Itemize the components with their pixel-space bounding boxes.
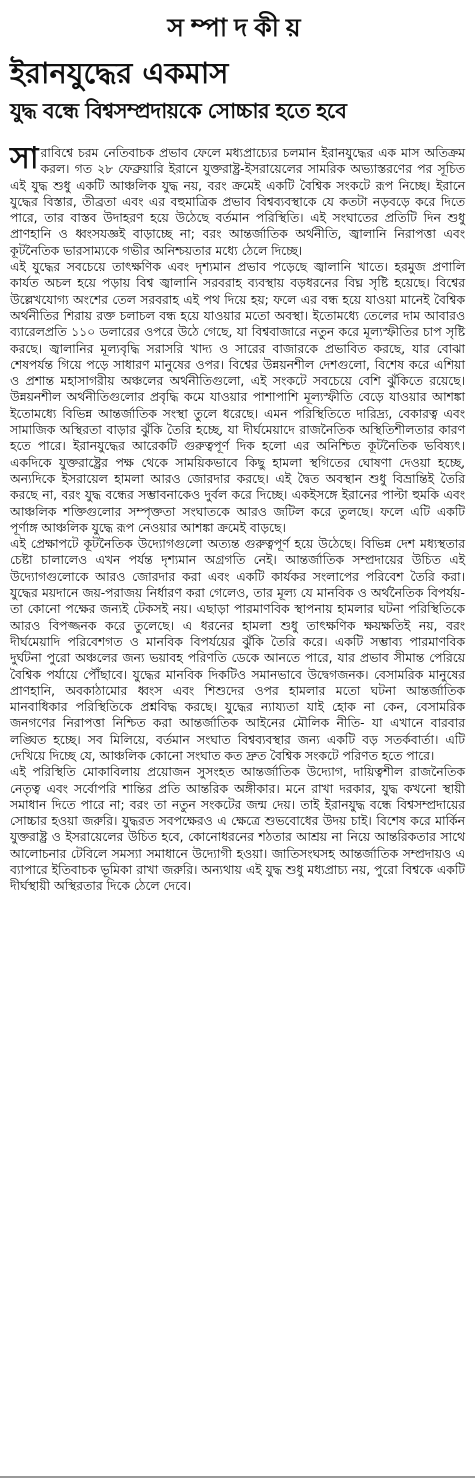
paragraph-2: এই যুদ্ধের সবচেয়ে তাৎক্ষণিক এবং দৃশ্যমান প্রভাব পড়েছে জ্বালানি খাতে। হরমুজ প্রণালি কার্যত অচল হয়ে পড়ায় বিশ্ব জ্বালানি সরবরাহ ব্যবস্থায় বড়ধরনের বিঘ্ন সৃষ্টি হয়েছে। বিশ্বের উল্লেখযোগ্য অংশের তেল সরবরাহ এই পথ দিয়ে হয়; ফলে এর বন্ধ হয়ে যাওয়া মানেই বৈশ্বিক অর্থনীতির শিরায় রক্ত চলাচল বন্ধ হয়ে যাওয়ার মতো অবস্থা। ইতোমধ্যে তেলের দাম আবারও ব্যারেলপ্রতি ১১০ ডলারের ওপরে উঠে গেছে, যা বিশ্ববাজারে নতুন করে মূল্যস্ফীতির চাপ সৃষ্টি করছে। জ্বালানির মূল্যবৃদ্ধি সরাসরি খাদ্য ও সারের বাজারকে প্রভাবিত করছে, যার বোঝা শেষপর্যন্ত গিয়ে পড়ে সাধারণ মানুষের ওপর। বিশ্বের উন্নয়নশীল দেশগুলো, বিশেষ করে এশিয়া ও প্রশান্ত মহাসাগরীয় অঞ্চলের অর্থনীতিগুলো, এই সংকটে সবচেয়ে বেশি ঝুঁকিতে রয়েছে। উন্নয়নশীল অর্থনীতিগুলোর প্রবৃদ্ধি কমে যাওয়ার পাশাপাশি মূল্যস্ফীতি বেড়ে যাওয়ার আশঙ্কা ইতোমধ্যে বিভিন্ন আন্তর্জাতিক সংস্থা তুলে ধরেছে। এমন পরিস্থিতিতে দারিদ্র্য, বেকারত্ব এবং সামাজিক অস্থিরতা বাড়ার ঝুঁকি তৈরি হচ্ছে, যা দীর্ঘমেয়াদে রাজনৈতিক অস্থিতিশীলতার কারণ হতে পারে। ইরানযুদ্ধের আরেকটি গুরুত্বপূর্ণ দিক হলো এর অনিশ্চিত কূটনৈতিক ভবিষ্যৎ। একদিকে যুক্তরাষ্ট্রের পক্ষ থেকে সাময়িকভাবে কিছু হামলা স্থগিতের ঘোষণা দেওয়া হচ্ছে, অন্যদিকে ইসরায়েল হামলা আরও জোরদার করছে। এই দ্বৈত অবস্থান শুধু বিভ্রান্তিই তৈরি করছে না, বরং যুদ্ধ বন্ধের সম্ভাবনাকেও দুর্বল করে দিচ্ছে। একইসঙ্গে ইরানের পাল্টা হুমকি এবং আঞ্চলিক শক্তিগুলোর সম্পৃক্ততা সংঘাতকে আরও জটিল করে তুলছে। ফলে এটি একটি পূর্ণাঙ্গ আঞ্চলিক যুদ্ধে রূপ নেওয়ার আশঙ্কা ক্রমেই বাড়ছে। (10, 260, 465, 535)
bottom-rule (0, 1476, 475, 1478)
dropcap: সা (10, 141, 39, 176)
subheadline: যুদ্ধ বন্ধে বিশ্বসম্প্রদায়কে সোচ্চার হতে হবে (10, 99, 347, 123)
headline: ইরানযুদ্ধের একমাস (10, 56, 229, 90)
article-body (10, 141, 465, 895)
paragraph-3: এই প্রেক্ষাপটে কূটনৈতিক উদ্যোগগুলো অত্যন্ত গুরুত্বপূর্ণ হয়ে উঠেছে। বিভিন্ন দেশ মধ্যস্থতার চেষ্টা চালালেও এখন পর্যন্ত দৃশ্যমান অগ্রগতি নেই। আন্তর্জাতিক সম্প্রদায়ের উচিত এই উদ্যোগগুলোকে আরও জোরদার করা এবং একটি কার্যকর সংলাপের পরিবেশ তৈরি করা। যুদ্ধের ময়দানে জয়-পরাজয় নির্ধারণ করা গেলেও, তার মূল্য যে মানবিক ও অর্থনৈতিক বিপর্যয়- তা কোনো পক্ষের জন্যই টেকসই নয়। এছাড়া পারমাণবিক স্থাপনায় হামলার ঘটনা পরিস্থিতিকে আরও বিপজ্জনক করে তুলেছে। এ ধরনের হামলা শুধু তাৎক্ষণিক ক্ষয়ক্ষতিই নয়, বরং দীর্ঘমেয়াদি পরিবেশগত ও মানবিক বিপর্যয়ের ঝুঁকি তৈরি করে। একটি সম্ভাব্য পারমাণবিক দুর্ঘটনা পুরো অঞ্চলের জন্য ভয়াবহ পরিণতি ডেকে আনতে পারে, যার প্রভাব সীমান্ত পেরিয়ে বৈশ্বিক পর্যায়ে পৌঁছাবে। যুদ্ধের মানবিক দিকটিও সমানভাবে উদ্বেগজনক। বেসামরিক মানুষের প্রাণহানি, অবকাঠামোর ধ্বংস এবং শিশুদের ওপর হামলার মতো ঘটনা আন্তর্জাতিক মানবাধিকার পরিস্থিতিকে প্রশ্নবিদ্ধ করছে। যুদ্ধের ন্যায্যতা যাই হোক না কেন, বেসামরিক জনগণের নিরাপত্তা নিশ্চিত করা আন্তর্জাতিক আইনের মৌলিক নীতি- যা এখানে বারবার লঙ্ঘিত হচ্ছে। সব মিলিয়ে, বর্তমান সংঘাত বিশ্বব্যবস্থার জন্য একটি বড় সতর্কবার্তা। এটি দেখিয়ে দিচ্ছে যে, আঞ্চলিক কোনো সংঘাত কত দ্রুত বৈশ্বিক সংকটে পরিণত হতে পারে। (10, 537, 465, 763)
paragraph-4: এই পরিস্থিতি মোকাবিলায় প্রয়োজন সুসংহত আন্তর্জাতিক উদ্যোগ, দায়িত্বশীল রাজনৈতিক নেতৃত্ব এবং সর্বোপরি শান্তির প্রতি আন্তরিক অঙ্গীকার। মনে রাখা দরকার, যুদ্ধ কখনো স্থায়ী সমাধান দিতে পারে না; বরং তা নতুন সংকটের জন্ম দেয়। তাই ইরানযুদ্ধ বন্ধে বিশ্বসম্প্রদায়ের সোচ্চার হওয়া জরুরি। যুদ্ধরত সবপক্ষেরও এ ক্ষেত্রে শুভবোধের উদয় চাই। বিশেষ করে মার্কিন যুক্তরাষ্ট্র ও ইসরায়েলের উচিত হবে, কোনোধরনের শঠতার আশ্রয় না নিয়ে আন্তরিকতার সাথে আলোচনার টেবিলে সমস্যা সমাধানে উদ্যোগী হওয়া। জাতিসংঘসহ আন্তর্জাতিক সম্প্রদায়ও এ ব্যাপারে ইতিবাচক ভূমিকা রাখা জরুরি। অন্যথায় এই যুদ্ধ শুধু মধ্যপ্রাচ্য নয়, পুরো বিশ্বকে একটি দীর্ঘস্থায়ী অস্থিরতার দিকে ঠেলে দেবে। (10, 765, 465, 894)
paragraph-1-text: রাবিশ্বে চরম নেতিবাচক প্রভাব ফেলে মধ্যপ্রাচ্যের চলমান ইরানযুদ্ধের এক মাস অতিক্রম করল। গত ২৮ ফেব্রুয়ারি ইরানে যুক্তরাষ্ট্র-ইসরায়েলের সামরিক অভ্যাস্তরণের পর সূচিত এই যুদ্ধ শুধু একটি আঞ্চলিক যুদ্ধ নয়, বরং ক্রমেই একটি বৈশ্বিক সংকটে রূপ নিচ্ছে। ইরানে যুদ্ধের বিস্তার, তীব্রতা এবং এর বহুমাত্রিক প্রভাব বিশ্বব্যবস্থাকে যে কতটা নড়বড়ে করে দিতে পারে, তার বাস্তব উদাহরণ হয়ে উঠেছে বর্তমান পরিস্থিতি। এই সংঘাতের প্রতিটি দিন শুধু প্রাণহানি ও ধ্বংসযজ্ঞই বাড়াচ্ছে না; বরং আন্তর্জাতিক অর্থনীতি, জ্বালানি নিরাপত্তা এবং কূটনৈতিক ভারসাম্যকে গভীর অনিশ্চয়তার মধ্যে ঠেলে দিচ্ছে। (10, 146, 465, 258)
paragraph-1 (10, 141, 465, 259)
section-label: সম্পাদকীয় (167, 13, 308, 42)
